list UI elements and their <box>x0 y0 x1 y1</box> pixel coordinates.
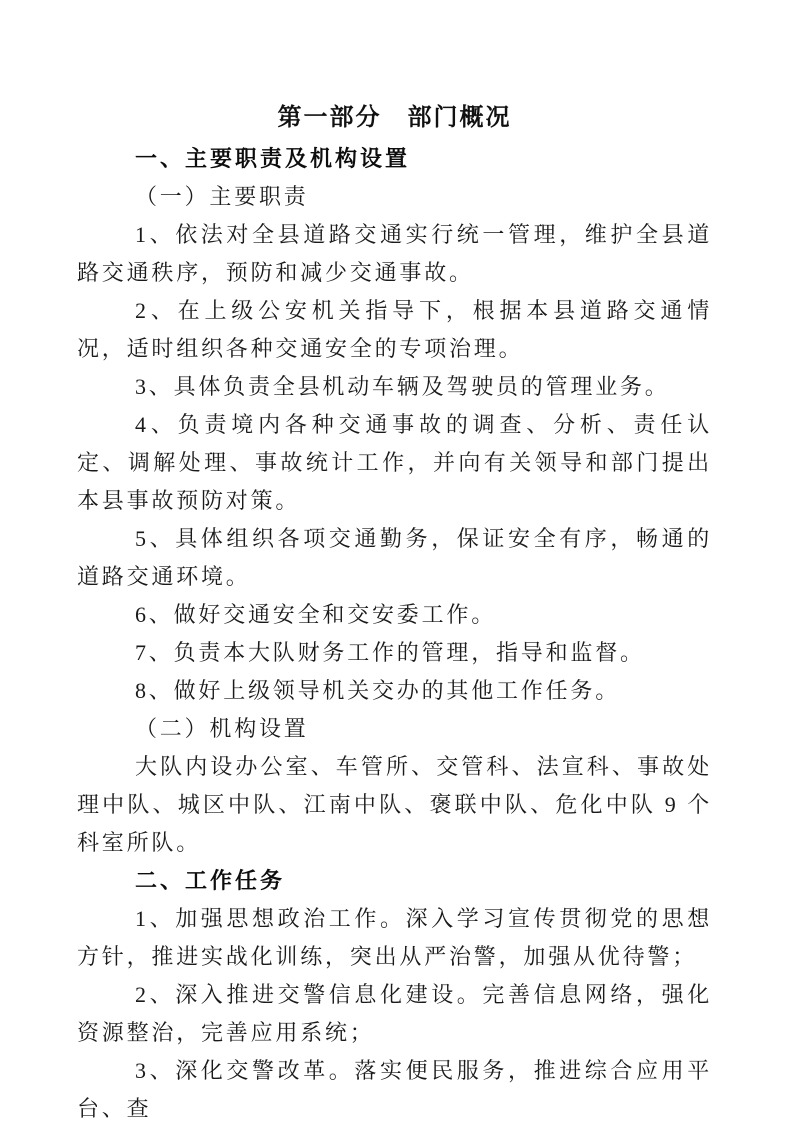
paragraph-duty-1: 1、依法对全县道路交通实行统一管理，维护全县道路交通秩序，预防和减少交通事故。 <box>77 222 712 285</box>
paragraph-duty-8: 8、做好上级领导机关交办的其他工作任务。 <box>135 678 621 703</box>
paragraph-duty-5: 5、具体组织各项交通勤务，保证安全有序，畅通的道路交通环境。 <box>77 526 712 589</box>
paragraph-task-1: 1、加强思想政治工作。深入学习宣传贯彻党的思想方针，推进实战化训练，突出从严治警，加强从优待警； <box>77 906 712 969</box>
paragraph-duty-6: 6、做好交通安全和交安委工作。 <box>135 602 497 627</box>
paragraph-duty-4: 4、负责境内各种交通事故的调查、分析、责任认定、调解处理、事故统计工作，并向有关领导和部门提出本县事故预防对策。 <box>77 412 712 513</box>
paragraph-task-3-cutoff: 3、深化交警改革。落实便民服务，推进综合应用平台、查 <box>77 1058 712 1121</box>
paragraph-org-structure: 大队内设办公室、车管所、交管科、法宣科、事故处理中队、城区中队、江南中队、褒联中队、危化中队 9 个科室所队。 <box>77 754 712 855</box>
paragraph-duty-3: 3、具体负责全县机动车辆及驾驶员的管理业务。 <box>135 374 670 399</box>
subsection-heading-main-duties: （一）主要职责 <box>135 184 309 209</box>
document-title: 第一部分 部门概况 <box>277 104 512 131</box>
section-heading-main-duties: 一、主要职责及机构设置 <box>135 146 411 171</box>
paragraph-task-2: 2、深入推进交警信息化建设。完善信息网络，强化资源整治，完善应用系统； <box>77 982 712 1045</box>
paragraph-duty-2: 2、在上级公安机关指导下，根据本县道路交通情况，适时组织各种交通安全的专项治理。 <box>77 298 712 361</box>
subsection-heading-org-structure: （二）机构设置 <box>135 716 309 741</box>
paragraph-duty-7: 7、负责本大队财务工作的管理，指导和监督。 <box>135 640 645 665</box>
section-heading-work-tasks: 二、工作任务 <box>135 868 286 893</box>
